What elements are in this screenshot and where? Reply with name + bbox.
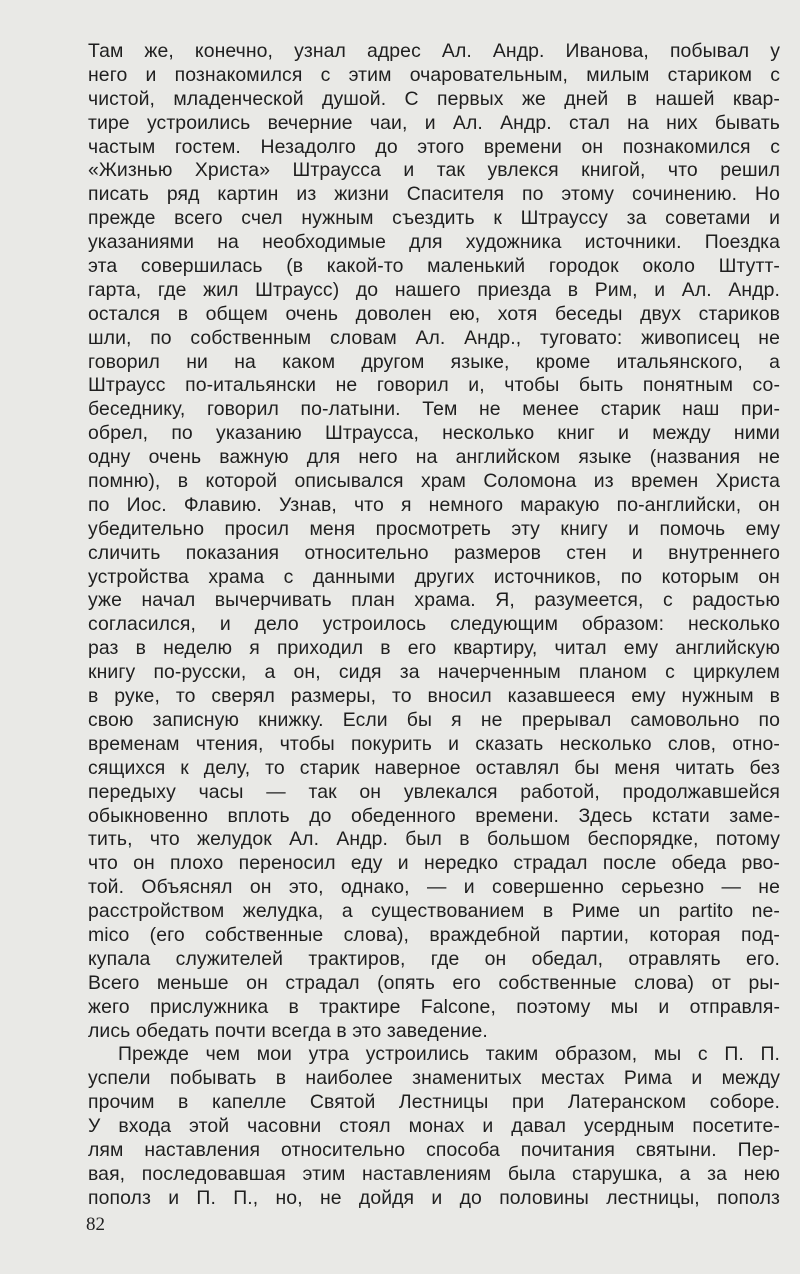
text-line: шли, по собственным словам Ал. Андр., туговато: живописец не	[88, 326, 780, 349]
text-line: в руке, то сверял размеры, то вносил казавшееся ему нужным в	[88, 685, 780, 708]
text-line: прочим в капелле Святой Лестницы при Латеранском соборе.	[88, 1091, 780, 1114]
text-line: сящихся к делу, то старик наверное оставлял бы меня читать без	[88, 756, 780, 779]
text-line: лям наставления относительно способа почитания святыни. Пер-	[88, 1138, 780, 1161]
text-line: купала служителей трактиров, где он обедал, отравлять его.	[88, 947, 780, 970]
text-line: Всего меньше он страдал (опять его собственные слова) от ры-	[88, 971, 780, 994]
text-line: сличить показания относительно размеров стен и внутреннего	[88, 541, 780, 564]
text-line: mico (его собственные слова), враждебной партии, которая под-	[88, 923, 780, 946]
text-line: эта совершилась (в какой-то маленький городок около Штутт-	[88, 255, 780, 278]
text-line: передыху часы — так он увлекался работой, продолжавшейся	[88, 780, 780, 803]
text-line: свою записную книжку. Если бы я не прерывал самовольно по	[88, 708, 780, 731]
text-line: «Жизнью Христа» Штраусса и так увлекся книгой, что решил	[88, 159, 780, 182]
text-line: пополз и П. П., но, не дойдя и до половины лестницы, пополз	[88, 1186, 780, 1209]
text-line: раз в неделю я приходил в его квартиру, читал ему английскую	[88, 637, 780, 660]
text-line: указаниями на необходимые для художника источники. Поездка	[88, 231, 780, 254]
body-text	[88, 40, 780, 1211]
text-line: писать ряд картин из жизни Спасителя по этому сочинению. Но	[88, 183, 780, 206]
paragraph	[88, 1043, 780, 1210]
text-line: частым гостем. Незадолго до этого времени он познакомился с	[88, 135, 780, 158]
text-line: прежде всего счел нужным съездить к Штрауссу за советами и	[88, 207, 780, 230]
text-line: лись обедать почти всегда в это заведение.	[88, 1019, 488, 1042]
text-line: обрел, по указанию Штраусса, несколько книг и между ними	[88, 422, 780, 445]
text-line: У входа этой часовни стоял монах и давал усердным посетите-	[88, 1115, 780, 1138]
text-line: книгу по-русски, а он, сидя за начерченным планом с циркулем	[88, 661, 780, 684]
text-line: устройства храма с данными других источников, по которым он	[88, 565, 780, 588]
text-line: жего прислужника в трактире Falcone, поэтому мы и отправля-	[88, 995, 780, 1018]
text-line: чистой, младенческой душой. С первых же дней в нашей квар-	[88, 87, 780, 110]
text-line: тире устроились вечерние чаи, и Ал. Андр. стал на них бывать	[88, 111, 780, 134]
text-line: успели побывать в наиболее знаменитых местах Рима и между	[88, 1067, 780, 1090]
text-line: вая, последовавшая этим наставлениям была старушка, а за нею	[88, 1162, 780, 1185]
text-line: гарта, где жил Штраусс) до нашего приезда в Рим, и Ал. Андр.	[88, 278, 780, 301]
text-line: согласился, и дело устроилось следующим образом: несколько	[88, 613, 780, 636]
paragraph	[88, 40, 780, 1043]
text-line: Там же, конечно, узнал адрес Ал. Андр. Иванова, побывал у	[88, 40, 780, 62]
text-line: временам чтения, чтобы покурить и сказать несколько слов, отно-	[88, 732, 780, 755]
text-line: одну очень важную для него на английском языке (названия не	[88, 446, 780, 469]
text-line: Прежде чем мои утра устроились таким образом, мы с П. П.	[118, 1043, 780, 1066]
text-line: Штраусс по-итальянски не говорил и, чтобы быть понятным со-	[88, 374, 780, 397]
text-line: тить, что желудок Ал. Андр. был в большом беспорядке, потому	[88, 828, 780, 851]
page-number: 82	[86, 1214, 105, 1235]
text-line: него и познакомился с этим очаровательным, милым стариком с	[88, 63, 780, 86]
text-line: убедительно просил меня просмотреть эту книгу и помочь ему	[88, 517, 780, 540]
text-line: остался в общем очень доволен ею, хотя беседы двух стариков	[88, 302, 780, 325]
text-line: помню), в которой описывался храм Соломона из времен Христа	[88, 470, 780, 493]
text-line: той. Объяснял он это, однако, — и совершенно серьезно — не	[88, 876, 780, 899]
text-line: по Иос. Флавию. Узнав, что я немного маракую по-английски, он	[88, 493, 780, 516]
text-line: расстройством желудка, а существованием в Риме un partito ne-	[88, 900, 780, 923]
text-line: беседнику, говорил по-латыни. Тем не менее старик наш при-	[88, 398, 780, 421]
text-line: говорил ни на каком другом языке, кроме итальянского, а	[88, 350, 780, 373]
text-line: уже начал вычерчивать план храма. Я, разумеется, с радостью	[88, 589, 780, 612]
text-line: что он плохо переносил еду и нередко страдал после обеда рво-	[88, 852, 780, 875]
text-line: обыкновенно вплоть до обеденного времени. Здесь кстати заме-	[88, 804, 780, 827]
